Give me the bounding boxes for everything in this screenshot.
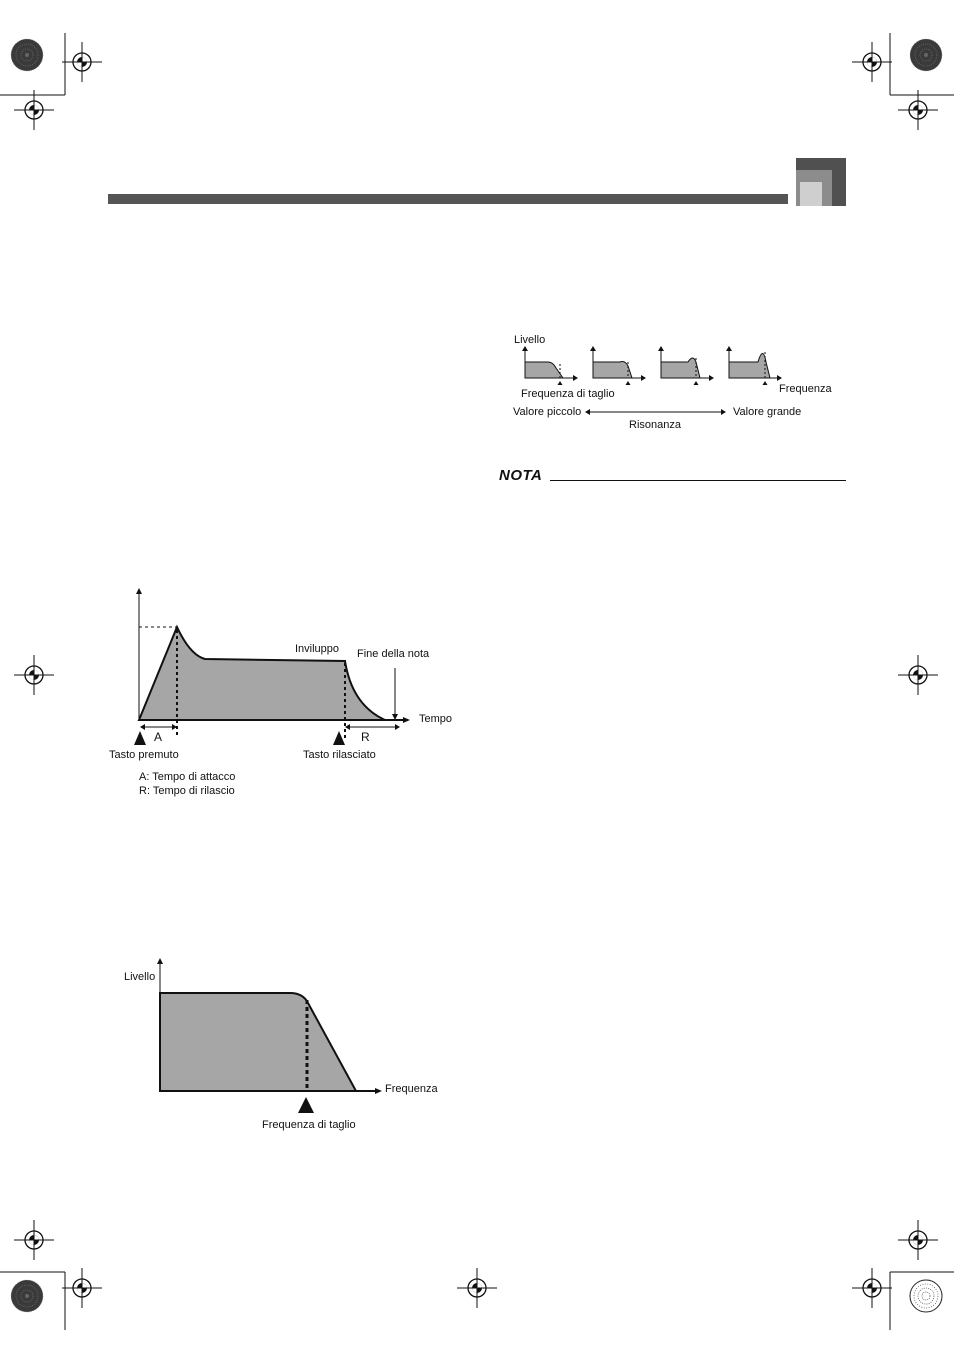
resonance-level-label: Livello [514,334,546,346]
note-end-label: Fine della nota [357,648,430,660]
filter-level-label: Livello [124,971,156,983]
resonance-large-label: Valore grande [733,406,802,418]
cutoff-marker-icon [298,1097,314,1113]
key-pressed-label: Tasto premuto [109,749,179,761]
release-label: R [361,730,370,744]
release-legend: R: Tempo di rilascio [139,785,235,797]
filter-frequency-label: Frequenza [385,1083,438,1095]
resonance-axis-label: Risonanza [629,419,681,431]
time-axis-label: Tempo [419,713,453,725]
key-released-label: Tasto rilasciato [303,749,376,761]
resonance-frequency-label: Frequenza [779,383,832,395]
resonance-small-label: Valore piccolo [513,406,582,418]
resonance-cutoff-label: Frequenza di taglio [521,388,615,400]
nota-heading: NOTA [499,467,543,484]
envelope-label: Inviluppo [295,643,340,655]
filter-cutoff-label: Frequenza di taglio [262,1119,356,1131]
attack-legend: A: Tempo di attacco [139,771,236,783]
attack-label: A [154,730,163,744]
